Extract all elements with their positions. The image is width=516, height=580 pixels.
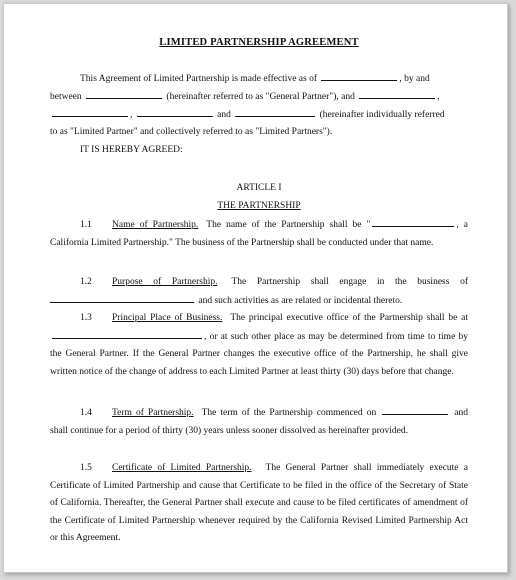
intro-paragraph bbox=[50, 70, 468, 89]
section-text: The name of the Partnership shall be " bbox=[206, 220, 371, 230]
section-text: , or at such other place as may be determined from time to time by the General Partner. If the General Partner changes the executive office of the Partnership, he shall give written notice of the change of address to each Limited Partner at least thirty (30) days before that change. bbox=[50, 331, 468, 377]
section-number: 1.1 bbox=[80, 220, 92, 230]
intro-line-3 bbox=[50, 106, 468, 125]
article-heading: ARTICLE I bbox=[236, 183, 282, 193]
section-number: 1.2 bbox=[80, 277, 92, 287]
commencement-date-blank bbox=[382, 404, 448, 415]
document-title: LIMITED PARTNERSHIP AGREEMENT bbox=[159, 37, 359, 48]
intro-text-9: to as "Limited Partner" and collectively referred to as "Limited Partners"). bbox=[50, 127, 333, 137]
intro-text-2: , by and bbox=[399, 74, 430, 84]
limited-partner-blank-3 bbox=[137, 106, 213, 117]
intro-text-5: , bbox=[437, 92, 440, 102]
section-text: The term of the Partnership commenced on bbox=[201, 408, 377, 418]
general-partner-blank bbox=[86, 88, 162, 99]
effective-date-blank bbox=[321, 70, 397, 81]
limited-partner-blank-1 bbox=[359, 88, 435, 99]
partnership-name-blank bbox=[372, 216, 454, 227]
hereby-agreed: IT IS HEREBY AGREED: bbox=[80, 145, 183, 155]
intro-text-1: This Agreement of Limited Partnership is made effective as of bbox=[80, 74, 317, 84]
section-1-1 bbox=[50, 216, 468, 252]
section-heading: Principal Place of Business. bbox=[112, 313, 223, 323]
intro-text-8: (hereinafter individually referred bbox=[319, 110, 445, 120]
intro-line-4 bbox=[50, 124, 468, 142]
section-number: 1.3 bbox=[80, 313, 92, 323]
business-purpose-blank bbox=[50, 292, 194, 303]
section-heading: Term of Partnership. bbox=[112, 408, 194, 418]
section-text: The principal executive office of the Partnership shall be at bbox=[230, 313, 468, 323]
section-number: 1.4 bbox=[80, 408, 92, 418]
section-1-5 bbox=[50, 460, 468, 548]
section-1-4 bbox=[50, 404, 468, 440]
section-1-3 bbox=[50, 310, 468, 381]
intro-line-2 bbox=[50, 88, 468, 107]
document-page bbox=[3, 3, 508, 573]
section-1-2 bbox=[50, 274, 468, 310]
article-title: THE PARTNERSHIP bbox=[217, 201, 301, 211]
intro-text-6: , bbox=[130, 110, 133, 120]
intro-text-4: (hereinafter referred to as "General Partner"), and bbox=[166, 92, 355, 102]
section-text: and such activities as are related or incidental thereto. bbox=[198, 295, 403, 306]
office-address-blank bbox=[52, 328, 202, 339]
section-text: , a California Limited Partnership." The business of the Partnership shall be conducted under that name. bbox=[50, 220, 469, 248]
intro-text-3: between bbox=[50, 92, 82, 102]
limited-partner-blank-4 bbox=[235, 106, 315, 117]
section-heading: Certificate of Limited Partnership. bbox=[112, 463, 252, 473]
section-text: The Partnership shall engage in the business of bbox=[231, 277, 468, 287]
section-text: The General Partner shall immediately execute a Certificate of Limited Partnership and cause that Certificate to be filed in the office of the Secretary of State of California. Thereafter, the General Partner shall execute and cause to be filed certificates of amendment of the Certificate of Limited Partnership whenever required by the California Revised Limited Partnership Act or this Agreement. bbox=[50, 463, 468, 544]
section-heading: Purpose of Partnership. bbox=[112, 277, 218, 287]
section-heading: Name of Partnership. bbox=[112, 220, 199, 230]
intro-text-7: and bbox=[217, 110, 231, 120]
section-number: 1.5 bbox=[80, 463, 92, 473]
section-text: and shall continue for a period of thirty (30) years unless sooner dissolved as hereinafter provided. bbox=[50, 408, 469, 436]
limited-partner-blank-2 bbox=[52, 106, 128, 117]
